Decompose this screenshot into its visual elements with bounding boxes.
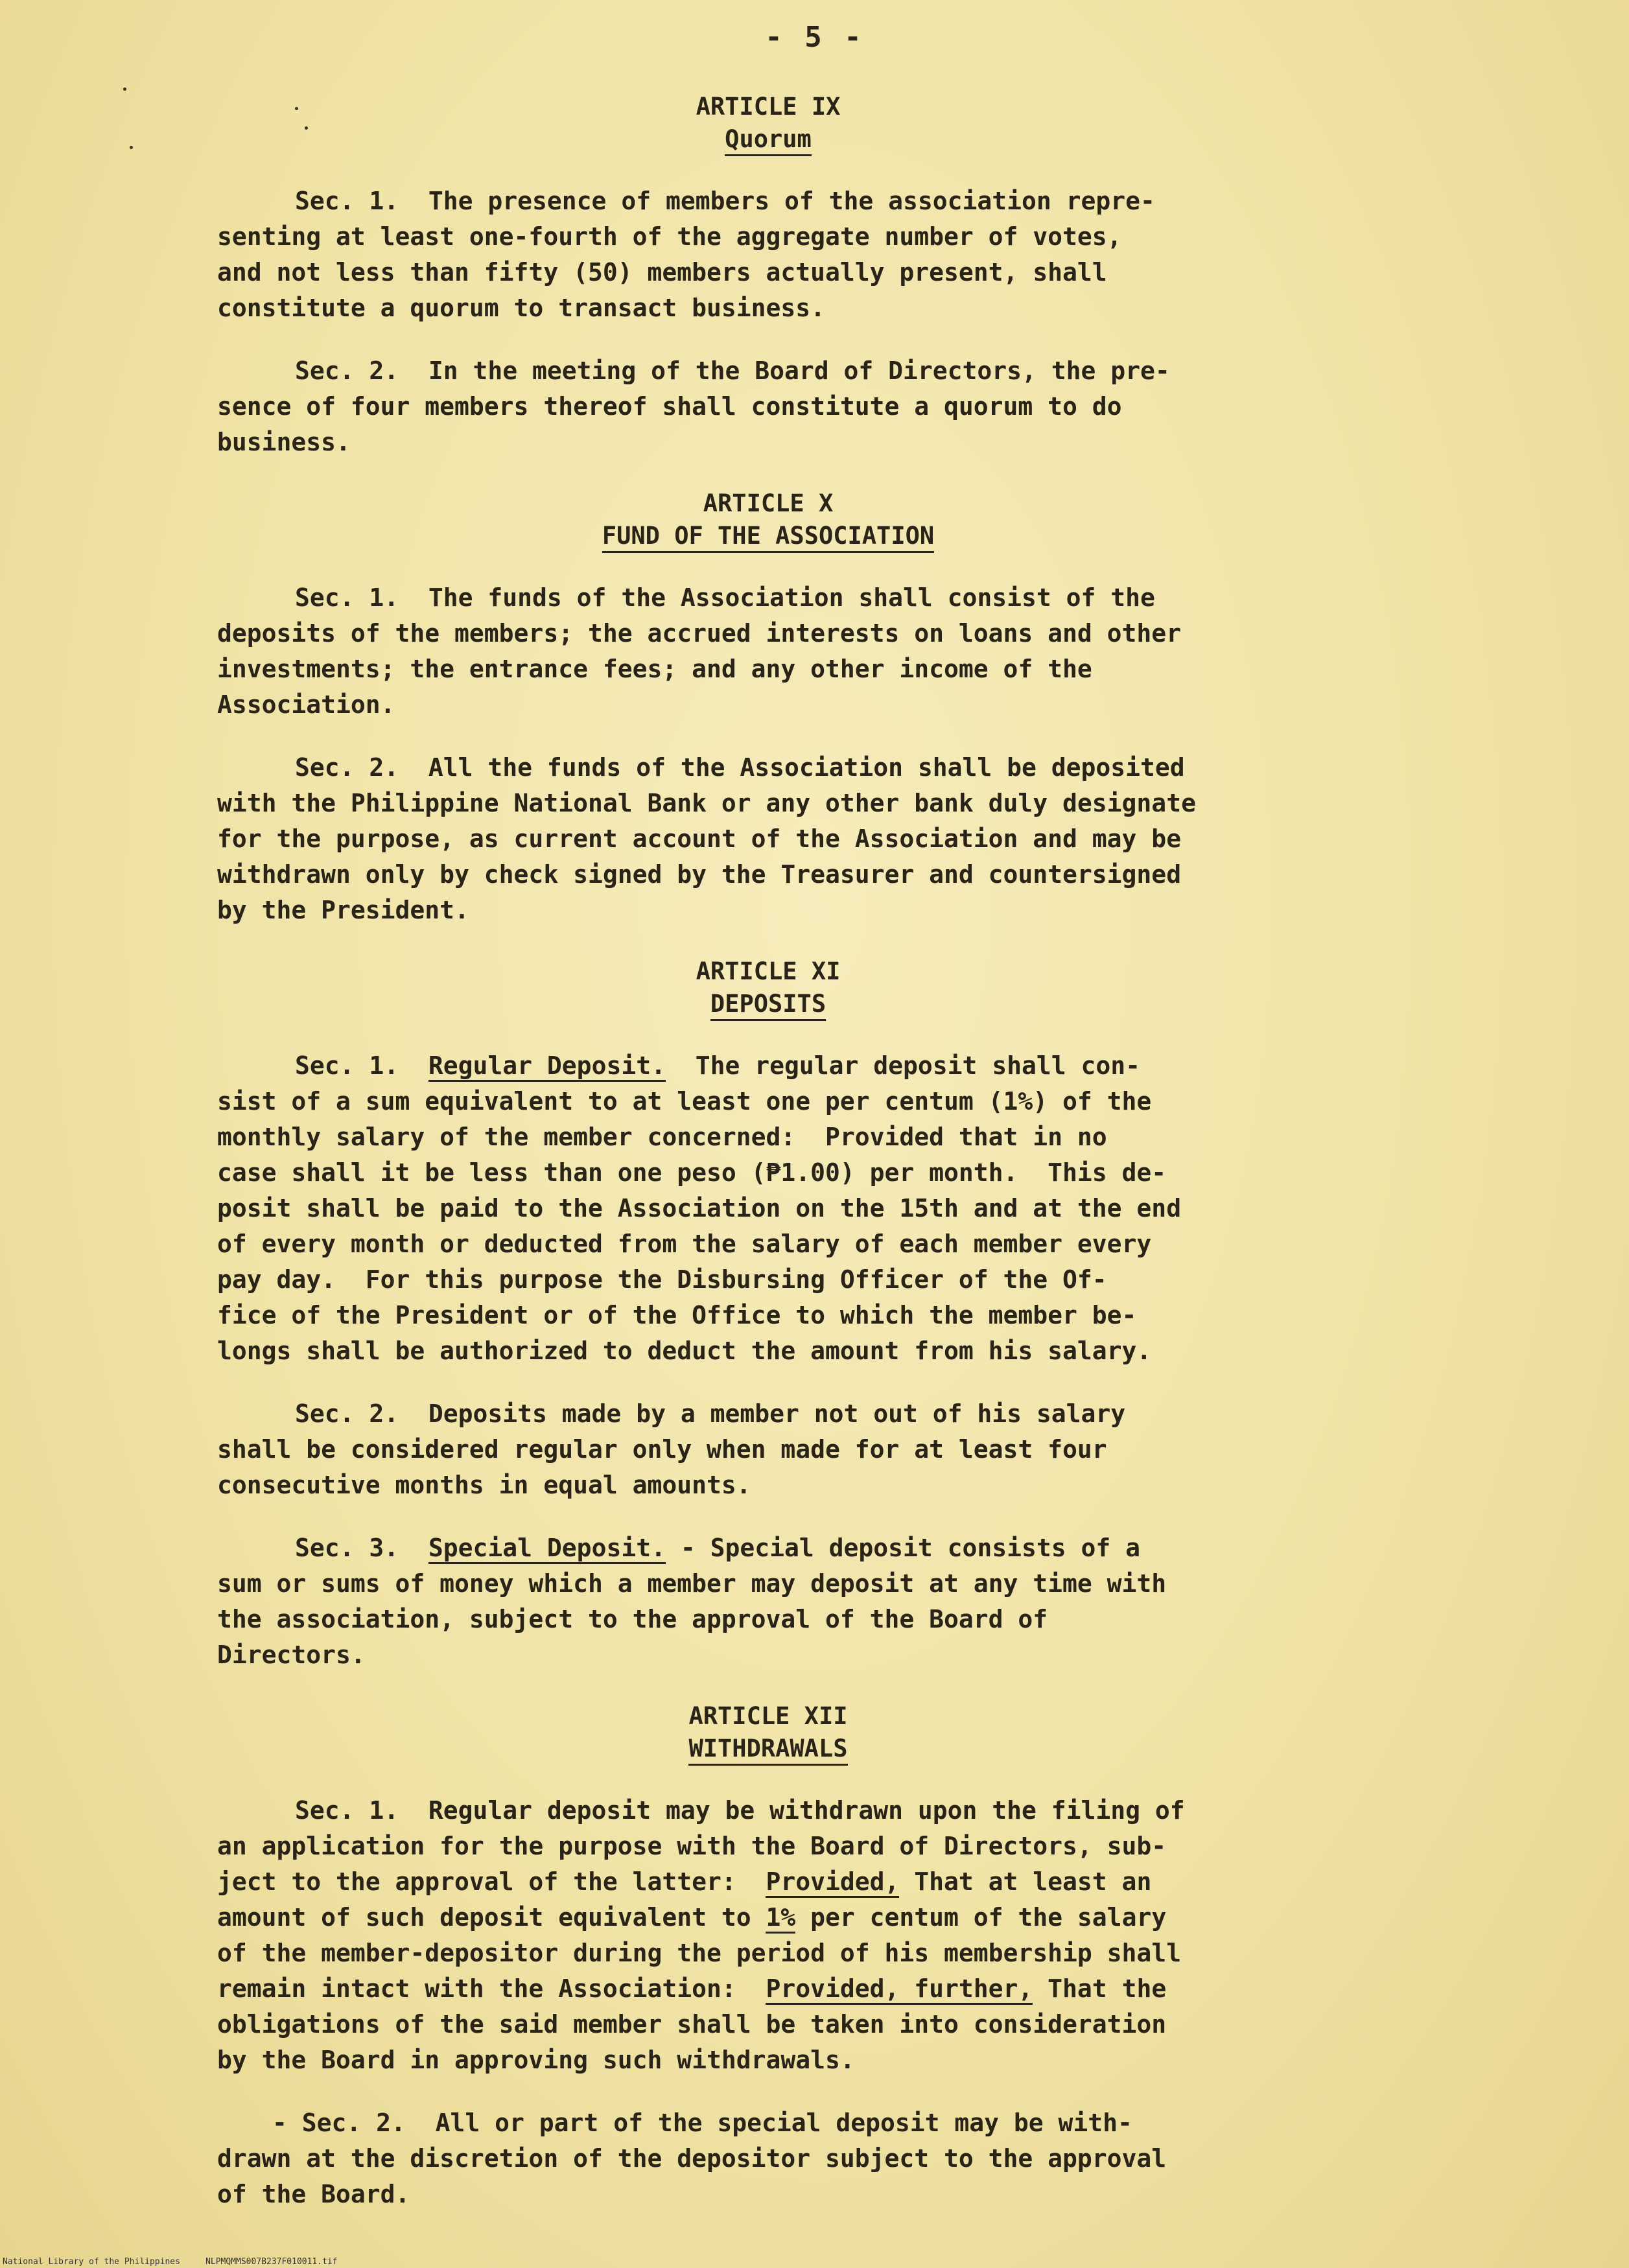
text-line: withdrawn only by check signed by the Treasurer and countersigned bbox=[217, 860, 1182, 889]
article-xii-sec-2 bbox=[217, 2105, 1319, 2212]
text-line: senting at least one-fourth of the aggregate number of votes, bbox=[217, 222, 1122, 251]
article-x-sec-2 bbox=[217, 750, 1319, 928]
text-line: an application for the purpose with the Board of Directors, sub- bbox=[217, 1832, 1167, 1860]
article-x-heading bbox=[217, 487, 1319, 553]
text-line: ject to the approval of the latter: bbox=[217, 1867, 766, 1896]
text-line: amount of such deposit equivalent to bbox=[217, 1903, 766, 1932]
underlined-term: Provided, bbox=[766, 1867, 899, 1898]
text-line: That at least an bbox=[899, 1867, 1152, 1896]
article-subtitle: DEPOSITS bbox=[710, 989, 826, 1021]
text-line: - Special deposit consists of a bbox=[665, 1534, 1141, 1562]
article-title: ARTICLE X bbox=[703, 489, 834, 517]
section-caption: Special Deposit. bbox=[428, 1534, 666, 1564]
article-title: ARTICLE XI bbox=[696, 957, 841, 985]
text-line: case shall it be less than one peso (₱1.00) per month. This de- bbox=[217, 1158, 1167, 1187]
article-ix-sec-2 bbox=[217, 353, 1319, 460]
text-line: and not less than fifty (50) members actually present, shall bbox=[217, 258, 1107, 286]
text-line: deposits of the members; the accrued interests on loans and other bbox=[217, 619, 1182, 648]
article-x-sec-1 bbox=[217, 580, 1319, 723]
article-xii-sec-1 bbox=[217, 1793, 1319, 2078]
text-line: - Sec. 2. All or part of the special deposit may be with- bbox=[272, 2109, 1132, 2137]
text-line: the association, subject to the approval of the Board of bbox=[217, 1605, 1048, 1633]
text-line: per centum of the salary bbox=[795, 1903, 1167, 1932]
text-line: of every month or deducted from the salary of each member every bbox=[217, 1230, 1152, 1258]
text-line: of the member-depositor during the period of his membership shall bbox=[217, 1939, 1182, 1967]
text-line: Sec. 2. All the funds of the Association shall be deposited bbox=[295, 753, 1185, 782]
document-body bbox=[217, 91, 1319, 2212]
underlined-term: Provided, further, bbox=[766, 1974, 1033, 2005]
article-ix-heading bbox=[217, 91, 1319, 156]
text-line: business. bbox=[217, 428, 351, 456]
text-line: obligations of the said member shall be taken into consideration bbox=[217, 2010, 1167, 2039]
scan-footer: National Library of the Philippines NLPMQMMS007B237F010011.tif bbox=[3, 2257, 338, 2267]
section-caption: Regular Deposit. bbox=[428, 1051, 666, 1082]
text-line: with the Philippine National Bank or any other bank duly designate bbox=[217, 789, 1196, 817]
text-line: The regular deposit shall con- bbox=[665, 1051, 1141, 1080]
text-line: Association. bbox=[217, 690, 395, 719]
text-line: posit shall be paid to the Association on the 15th and at the end bbox=[217, 1194, 1182, 1222]
text-line: pay day. For this purpose the Disbursing Officer of the Of- bbox=[217, 1265, 1107, 1294]
article-xii-heading bbox=[217, 1700, 1319, 1766]
text-line: fice of the President or of the Office to which the member be- bbox=[217, 1301, 1137, 1329]
text-line: Sec. 1. The funds of the Association shall consist of the bbox=[295, 583, 1155, 612]
text-line: by the Board in approving such withdrawals. bbox=[217, 2046, 855, 2074]
text-line: of the Board. bbox=[217, 2180, 410, 2208]
article-xi-sec-2 bbox=[217, 1396, 1319, 1503]
text-line: shall be considered regular only when made for at least four bbox=[217, 1435, 1107, 1464]
page-number: - 5 - bbox=[765, 21, 864, 54]
text-line: investments; the entrance fees; and any other income of the bbox=[217, 655, 1092, 683]
text-line: remain intact with the Association: bbox=[217, 1974, 766, 2003]
section-prefix: Sec. 3. bbox=[295, 1534, 428, 1562]
text-line: Sec. 1. The presence of members of the association repre- bbox=[295, 187, 1155, 215]
section-prefix: Sec. 1. bbox=[295, 1051, 428, 1080]
underlined-term: 1% bbox=[766, 1903, 795, 1934]
ink-speck bbox=[123, 88, 126, 91]
text-line: sum or sums of money which a member may deposit at any time with bbox=[217, 1569, 1167, 1598]
article-xi-sec-3 bbox=[217, 1530, 1319, 1673]
ink-speck bbox=[130, 146, 133, 149]
text-line: sence of four members thereof shall constitute a quorum to do bbox=[217, 392, 1122, 421]
article-subtitle: WITHDRAWALS bbox=[688, 1734, 847, 1766]
text-line: drawn at the discretion of the depositor subject to the approval bbox=[217, 2144, 1167, 2173]
text-line: That the bbox=[1033, 1974, 1167, 2003]
text-line: monthly salary of the member concerned: Provided that in no bbox=[217, 1123, 1107, 1151]
article-xi-sec-1 bbox=[217, 1048, 1319, 1369]
article-title: ARTICLE XII bbox=[688, 1702, 848, 1730]
article-subtitle: Quorum bbox=[725, 124, 812, 156]
article-subtitle: FUND OF THE ASSOCIATION bbox=[602, 521, 934, 553]
text-line: longs shall be authorized to deduct the amount from his salary. bbox=[217, 1337, 1152, 1365]
text-line: Sec. 2. In the meeting of the Board of Directors, the pre- bbox=[295, 357, 1170, 385]
article-title: ARTICLE IX bbox=[696, 93, 841, 121]
text-line: sist of a sum equivalent to at least one per centum (1%) of the bbox=[217, 1087, 1152, 1116]
text-line: constitute a quorum to transact business. bbox=[217, 294, 825, 322]
text-line: Sec. 2. Deposits made by a member not out of his salary bbox=[295, 1399, 1126, 1428]
article-ix-sec-1 bbox=[217, 183, 1319, 326]
text-line: for the purpose, as current account of the Association and may be bbox=[217, 824, 1182, 853]
text-line: Sec. 1. Regular deposit may be withdrawn upon the filing of bbox=[295, 1796, 1185, 1825]
text-line: consecutive months in equal amounts. bbox=[217, 1471, 751, 1499]
article-xi-heading bbox=[217, 955, 1319, 1021]
text-line: by the President. bbox=[217, 896, 469, 924]
text-line: Directors. bbox=[217, 1641, 366, 1669]
